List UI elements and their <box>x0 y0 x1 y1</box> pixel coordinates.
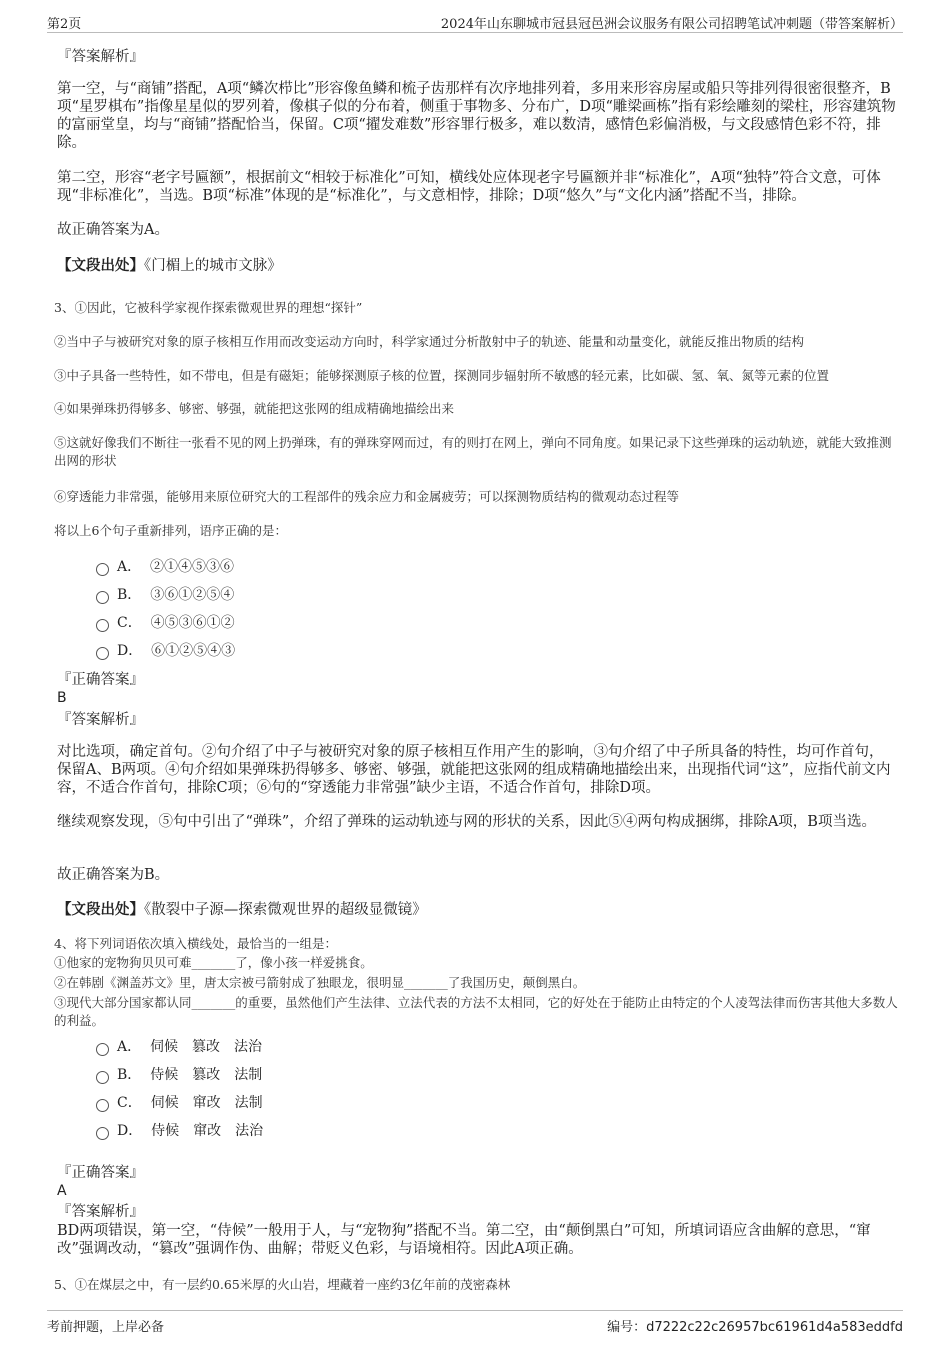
q3-analysis-label: 『答案解析』 <box>57 712 144 728</box>
option-text: 侍候 窜改 法治 <box>151 1123 264 1139</box>
q3-correct-label: 『正确答案』 <box>57 672 144 688</box>
page-header <box>47 10 903 33</box>
option-text: ②①④⑤③⑥ <box>150 559 235 575</box>
q3-conclusion: 故正确答案为B。 <box>57 867 170 883</box>
q4-sentence-1: ①他家的宠物狗贝贝可难_______了，像小孩一样爱挑食。 <box>54 955 373 970</box>
q2-source-label: 【文段出处】 <box>57 257 144 274</box>
q4-correct-answer: A <box>57 1183 67 1199</box>
q3-source <box>57 901 897 919</box>
option-key: B． <box>117 587 142 603</box>
option-key: C． <box>117 1095 142 1111</box>
q3-analysis-para2: 继续观察发现，⑤句中引出了“弹珠”，介绍了弹珠的运动轨迹与网的形状的关系，因此⑤④两句构成捆绑，排除A项，B项当选。 <box>57 814 876 830</box>
q3-sentence-6: ⑥穿透能力非常强，能够用来原位研究大的工程部件的残余应力和金属疲劳；可以探测物质结构的微观动态过程等 <box>54 489 680 504</box>
radio-icon[interactable] <box>96 1099 109 1112</box>
option-key: D． <box>117 643 143 659</box>
radio-icon[interactable] <box>96 1043 109 1056</box>
option-key: D． <box>117 1123 143 1139</box>
q4-stem: 4、将下列词语依次填入横线处，最恰当的一组是： <box>54 936 337 951</box>
q3-sentence-3: ③中子具备一些特性，如不带电，但是有磁矩；能够探测原子核的位置，探测同步辐射所不敏感的轻元素，比如碳、氢、氧、氮等元素的位置 <box>54 368 830 383</box>
q4-sentence-2: ②在韩剧《渊盖苏文》里，唐太宗被弓箭射成了独眼龙，很明显_______了我国历史，颠倒黑白。 <box>54 975 586 990</box>
footer-slogan: 考前押题，上岸必备 <box>47 1320 165 1335</box>
q2-conclusion: 故正确答案为A。 <box>57 222 169 238</box>
radio-icon[interactable] <box>96 647 109 660</box>
option-text: 伺候 窜改 法制 <box>150 1095 263 1111</box>
q2-source-title: 《门楣上的城市文脉》 <box>144 258 282 274</box>
footer-code <box>607 1316 903 1335</box>
q3-analysis-para1: 对比选项，确定首句。②句介绍了中子与被研究对象的原子核相互作用产生的影响，③句介绍了中子所具备的特性，均可作首句，保留A、B两项。④句介绍如果弹珠扔得够多、够密、够强，就能把这张网的组成精确地描绘出来，出现指代词“这”，应指代前文内容，不适合作首句，排除C项；⑥句的“穿透能力非常强”缺少主语，不适合作首句，排除D项。 <box>57 744 891 796</box>
radio-icon[interactable] <box>96 619 109 632</box>
q2-analysis-label: 『答案解析』 <box>57 49 144 65</box>
option-text: ④⑤③⑥①② <box>150 615 235 631</box>
q3-option-a[interactable] <box>96 558 234 576</box>
q4-analysis-para1: BD两项错误，第一空，“侍候”一般用于人，与“宠物狗”搭配不当。第二空，由“颠倒黑白”可知，所填词语应含曲解的意思，“窜改”强调改动，“篡改”强调作伪、曲解；带贬义色彩，与语境相符。因此A项正确。 <box>57 1223 871 1257</box>
footer-code-label: 编号： <box>607 1320 647 1335</box>
q3-stem: 3、①因此，它被科学家视作探索微观世界的理想“探针” <box>54 300 363 315</box>
q5-stem: 5、①在煤层之中，有一层约0.65米厚的火山岩，埋藏着一座约3亿年前的茂密森林 <box>54 1277 511 1292</box>
q4-option-d[interactable] <box>96 1122 263 1140</box>
q3-option-d[interactable] <box>96 642 235 660</box>
q3-option-b[interactable] <box>96 586 234 604</box>
option-text: 伺候 篡改 法治 <box>150 1039 263 1055</box>
q2-analysis-para1: 第一空，与“商铺”搭配，A项“鳞次栉比”形容像鱼鳞和梳子齿那样有次序地排列着，多用来形容房屋或船只等排列得很密很整齐，B项“星罗棋布”指像星星似的罗列着，像棋子似的分布着，侧重于事物多、分布广，D项“雕梁画栋”指有彩绘雕刻的梁柱，形容建筑物的富丽堂皇，均与“商铺”搭配恰当，保留。C项“擢发难数”形容罪行极多，难以数清，感情色彩偏消极，与文段感情色彩不符，排除。 <box>57 81 896 151</box>
q3-correct-answer: B <box>57 690 67 706</box>
radio-icon[interactable] <box>96 1127 109 1140</box>
document-title: 2024年山东聊城市冠县冠邑洲会议服务有限公司招聘笔试冲刺题（带答案解析） <box>440 17 903 32</box>
q4-option-a[interactable] <box>96 1038 262 1056</box>
q2-source <box>57 257 897 275</box>
q4-analysis-label: 『答案解析』 <box>57 1204 144 1220</box>
q4-correct-label: 『正确答案』 <box>57 1165 144 1181</box>
option-key: A． <box>117 1039 142 1055</box>
q3-prompt: 将以上6个句子重新排列，语序正确的是： <box>54 523 287 538</box>
q3-sentence-5: ⑤这就好像我们不断往一张看不见的网上扔弹珠，有的弹珠穿网而过，有的则打在网上，弹向不同角度。如果记录下这些弹珠的运动轨迹，就能大致推测出网的形状 <box>54 435 892 468</box>
page-number: 第2页 <box>47 17 82 32</box>
footer-code-value: d7222c22c26957bc61961d4a583eddfd <box>646 1320 903 1335</box>
option-key: B． <box>117 1067 142 1083</box>
q4-option-c[interactable] <box>96 1094 263 1112</box>
q3-sentence-2: ②当中子与被研究对象的原子核相互作用而改变运动方向时，科学家通过分析散射中子的轨迹、能量和动量变化，就能反推出物质的结构 <box>54 334 805 349</box>
option-text: ⑥①②⑤④③ <box>151 643 236 659</box>
q2-analysis-para2: 第二空，形容“老字号匾额”，根据前文“相较于标准化”可知，横线处应体现老字号匾额并非“标准化”，A项“独特”符合文意，可体现“非标准化”，当选。B项“标准”体现的是“标准化”，与文意相悖，排除；D项“悠久”与“文化内涵”搭配不当，排除。 <box>57 170 881 204</box>
radio-icon[interactable] <box>96 1071 109 1084</box>
option-text: ③⑥①②⑤④ <box>150 587 235 603</box>
q3-sentence-4: ④如果弹珠扔得够多、够密、够强，就能把这张网的组成精确地描绘出来 <box>54 401 455 416</box>
page-footer <box>47 1310 903 1337</box>
option-text: 侍候 篡改 法制 <box>150 1067 263 1083</box>
radio-icon[interactable] <box>96 563 109 576</box>
q3-source-label: 【文段出处】 <box>57 901 144 918</box>
option-key: A． <box>117 559 142 575</box>
option-key: C． <box>117 615 142 631</box>
radio-icon[interactable] <box>96 591 109 604</box>
q4-sentence-3: ③现代大部分国家都认同_______的重要，虽然他们产生法律、立法代表的方法不太相同，它的好处在于能防止由特定的个人凌驾法律而伤害其他大多数人的利益。 <box>54 995 898 1028</box>
q3-option-c[interactable] <box>96 614 235 632</box>
q3-source-title: 《散裂中子源—探索微观世界的超级显微镜》 <box>144 902 427 918</box>
q4-option-b[interactable] <box>96 1066 262 1084</box>
